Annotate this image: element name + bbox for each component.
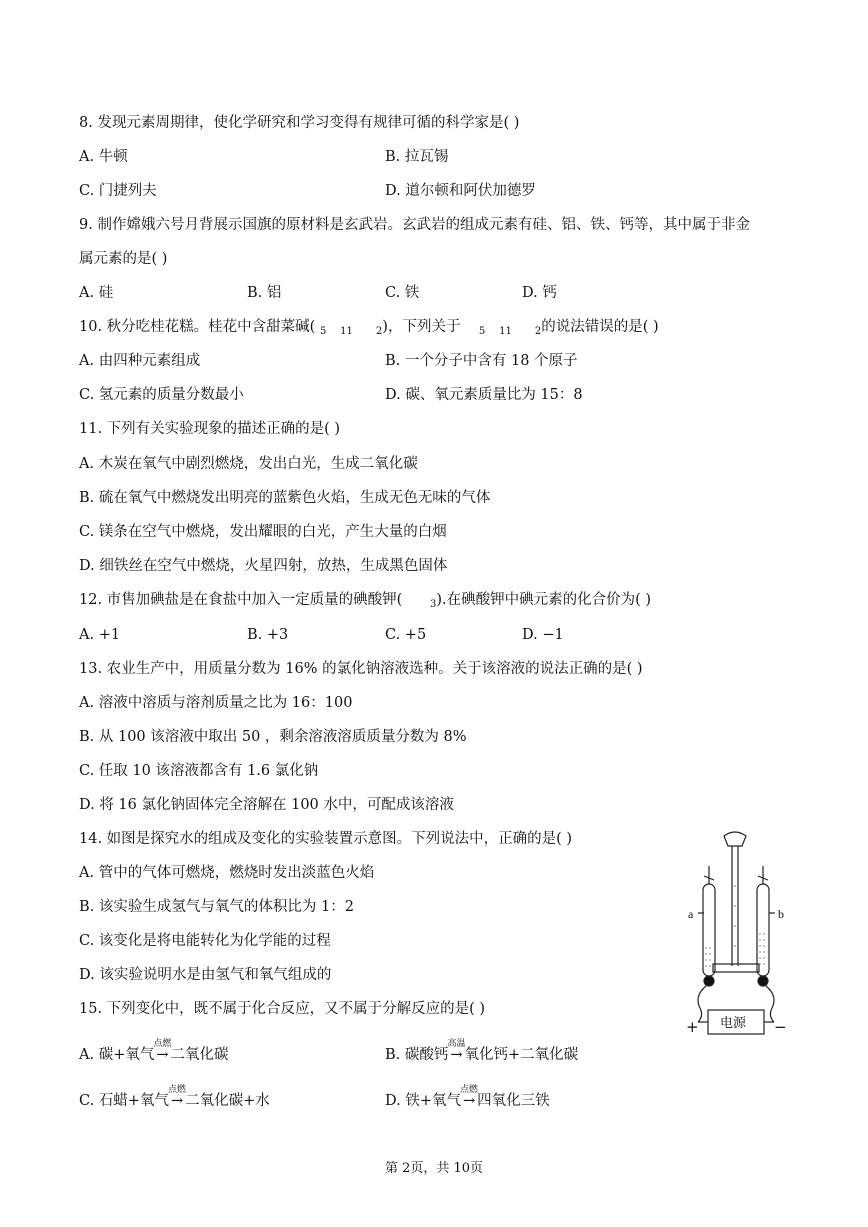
q10-stem-part-a: 10. 秋分吃桂花糕。桂花中含甜菜碱( — [79, 319, 316, 335]
q11-stem: 11. 下列有关实验现象的描述正确的是( ) — [79, 421, 341, 437]
negative-electrode — [704, 976, 714, 986]
q15-option-b — [385, 1039, 579, 1065]
q9-stem-line2: 属元素的是( ) — [79, 251, 168, 267]
arrow-glyph: → — [450, 1047, 463, 1063]
q11-option-d: D. 细铁丝在空气中燃烧，火星四射，放热，生成黑色固体 — [79, 558, 448, 574]
q10-stem-part-b: )，下列关于 — [382, 319, 461, 335]
q12-stem — [79, 590, 651, 615]
q9-option-c: C. 铁 — [385, 285, 420, 301]
right-tube — [757, 884, 769, 976]
q12-option-a: A. +1 — [79, 627, 121, 643]
connecting-tube — [713, 964, 759, 972]
q13-option-a: A. 溶液中溶质与溶剂质量之比为 16：100 — [79, 695, 353, 711]
q15-c-reactants: C. 石蜡+氧气 — [79, 1093, 169, 1109]
power-label: 电源 — [720, 1016, 747, 1031]
page-footer: 第 2页，共 10页 — [384, 1161, 484, 1176]
arrow-glyph: → — [170, 1093, 184, 1109]
q15-option-c — [79, 1085, 270, 1111]
q15-c-products: 二氧化碳+水 — [185, 1093, 270, 1109]
formula-sub-2: 2 — [534, 326, 542, 337]
q8-option-a: A. 牛顿 — [79, 149, 128, 165]
q15-d-reactants: D. 铁+氧气 — [385, 1093, 461, 1109]
q12-option-b: B. +3 — [247, 627, 289, 643]
arrow-glyph: → — [462, 1093, 476, 1109]
q8-option-b: B. 拉瓦锡 — [385, 149, 449, 165]
left-tube — [703, 884, 715, 976]
q14-option-a: A. 管中的气体可燃烧，燃烧时发出淡蓝色火焰 — [79, 865, 375, 881]
q14-option-d: D. 该实验说明水是由氢气和氧气组成的 — [79, 967, 332, 983]
positive-electrode — [758, 976, 768, 986]
q12-stem-part-a: 12. 市售加碘盐是在食盐中加入一定质量的碘酸钾( — [79, 592, 403, 608]
q9-option-b: B. 铝 — [247, 285, 282, 301]
formula-sub-3: 3 — [429, 599, 437, 610]
q15-b-products: 氧化钙+二氧化碳 — [464, 1047, 579, 1063]
minus-sign: − — [774, 1018, 787, 1036]
formula-sub-11: 11 — [499, 326, 512, 337]
q9-option-a: A. 硅 — [79, 285, 114, 301]
reaction-condition: 高温 — [447, 1039, 466, 1049]
q14-stem: 14. 如图是探究水的组成及变化的实验装置示意图。下列说法中，正确的是( ) — [79, 831, 573, 847]
q11-option-b: B. 硫在氧气中燃烧发出明亮的蓝紫色火焰，生成无色无味的气体 — [79, 490, 491, 506]
formula-sub-5: 5 — [319, 326, 327, 337]
q13-option-b: B. 从 100 该溶液中取出 50 ，剩余溶液溶质质量分数为 8% — [79, 729, 467, 745]
formula-sub-5: 5 — [478, 326, 486, 337]
label-a: a — [688, 907, 694, 921]
q15-option-d — [385, 1085, 550, 1111]
funnel-icon — [724, 832, 746, 846]
reaction-condition: 点燃 — [153, 1039, 172, 1049]
q13-option-d: D. 将 16 氯化钠固体完全溶解在 100 水中，可配成该溶液 — [79, 797, 454, 813]
q10-option-d: D. 碳、氧元素质量比为 15：8 — [385, 387, 583, 403]
q15-stem: 15. 下列变化中，既不属于化合反应，又不属于分解反应的是( ) — [79, 1001, 486, 1017]
label-b: b — [778, 907, 784, 921]
q12-stem-part-b: ).在碘酸钾中碘元素的化合价为( ) — [436, 592, 652, 608]
q10-option-a: A. 由四种元素组成 — [79, 353, 201, 369]
q8-option-c: C. 门捷列夫 — [79, 183, 157, 199]
q10-stem-part-c: 的说法错误的是( ) — [541, 319, 659, 335]
q11-option-a: A. 木炭在氧气中剧烈燃烧，发出白光，生成二氧化碳 — [79, 456, 418, 472]
reaction-arrow — [447, 1039, 466, 1065]
reaction-arrow — [153, 1039, 172, 1065]
q12-option-d: D. −1 — [522, 627, 564, 643]
q15-d-products: 四氧化三铁 — [477, 1093, 550, 1109]
q15-b-reactants: B. 碳酸钙 — [385, 1047, 449, 1063]
arrow-glyph: → — [156, 1047, 169, 1063]
electrolysis-apparatus-figure — [676, 826, 794, 1040]
q15-a-reactants: A. 碳+氧气 — [79, 1047, 155, 1063]
q8-stem: 8. 发现元素周期律，使化学研究和学习变得有规律可循的科学家是( ) — [79, 115, 520, 131]
q14-option-b: B. 该实验生成氢气与氧气的体积比为 1：2 — [79, 899, 354, 915]
q10-option-c: C. 氢元素的质量分数最小 — [79, 387, 244, 403]
plus-sign: + — [686, 1018, 699, 1036]
q13-option-c: C. 任取 10 该溶液都含有 1.6 氯化钠 — [79, 763, 319, 779]
reaction-condition: 点燃 — [168, 1085, 187, 1095]
q12-option-c: C. +5 — [385, 627, 427, 643]
q13-stem: 13. 农业生产中，用质量分数为 16% 的氯化钠溶液选种。关于该溶液的说法正确的是( ) — [79, 661, 643, 677]
q9-stem-line1: 9. 制作嫦娥六号月背展示国旗的原材料是玄武岩。玄武岩的组成元素有硅、铝、铁、钙等，其中属于非金 — [79, 217, 750, 233]
q15-a-products: 二氧化碳 — [170, 1047, 229, 1063]
q10-stem — [79, 317, 659, 342]
q11-option-c: C. 镁条在空气中燃烧，发出耀眼的白光，产生大量的白烟 — [79, 524, 447, 540]
q8-option-d: D. 道尔顿和阿伏加德罗 — [385, 183, 536, 199]
reaction-condition: 点燃 — [460, 1085, 479, 1095]
reaction-arrow — [460, 1085, 479, 1111]
q15-option-a — [79, 1039, 229, 1065]
q9-option-d: D. 钙 — [522, 285, 557, 301]
q10-option-b: B. 一个分子中含有 18 个原子 — [385, 353, 578, 369]
q14-option-c: C. 该变化是将电能转化为化学能的过程 — [79, 933, 331, 949]
formula-sub-11: 11 — [340, 326, 353, 337]
formula-sub-2: 2 — [375, 326, 383, 337]
reaction-arrow — [168, 1085, 187, 1111]
